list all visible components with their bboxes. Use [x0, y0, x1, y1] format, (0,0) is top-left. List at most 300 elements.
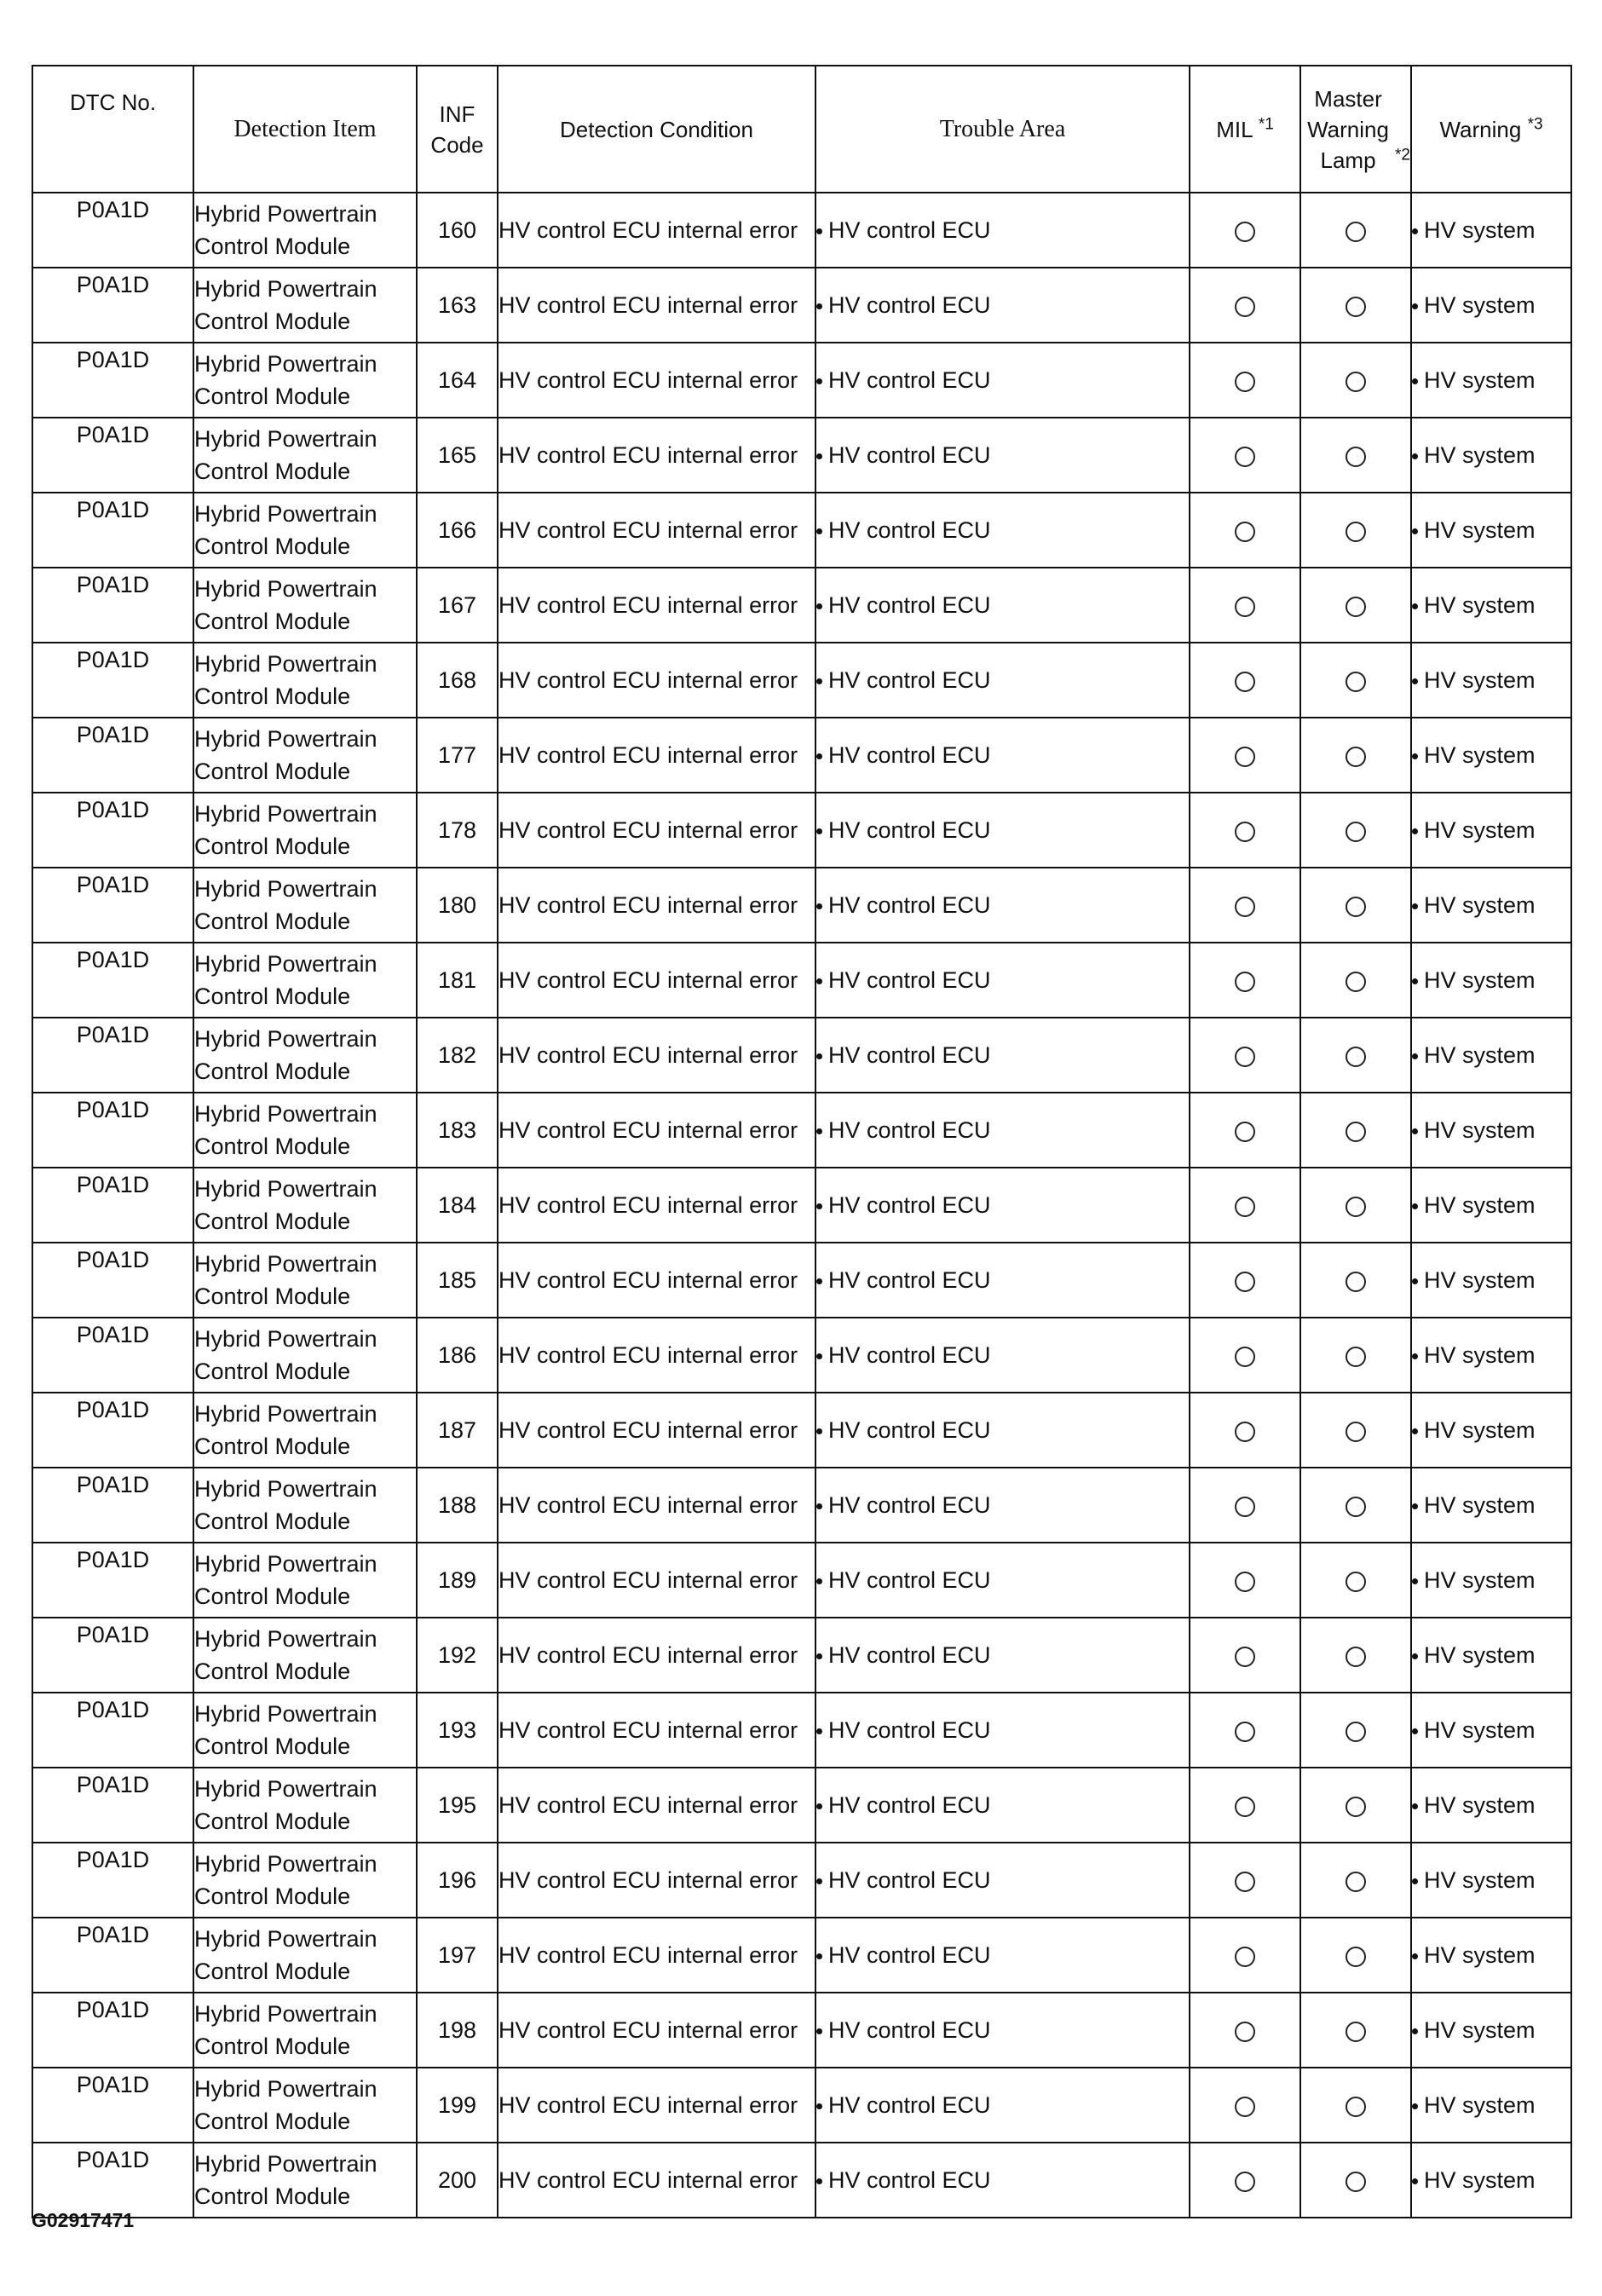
inf-code: 177 [417, 718, 498, 793]
trouble-area [815, 2068, 1190, 2143]
circle-mark-icon [1346, 522, 1366, 542]
warning-text: HV system [1424, 1192, 1536, 1218]
table-header-row [32, 66, 1571, 193]
circle-mark-icon [1346, 1497, 1366, 1517]
detection-item: Hybrid Powertrain Control Module [193, 1018, 417, 1093]
circle-mark-icon [1346, 1422, 1366, 1442]
inf-code: 160 [417, 193, 498, 268]
circle-mark-icon [1235, 747, 1255, 767]
circle-mark-icon [1235, 2022, 1255, 2042]
detection-condition: HV control ECU internal error [498, 793, 815, 868]
dtc-number: P0A1D [32, 643, 193, 718]
inf-code: 195 [417, 1768, 498, 1843]
bullet-icon [1412, 1428, 1418, 1434]
circle-mark-icon [1346, 1572, 1366, 1592]
detection-item: Hybrid Powertrain Control Module [193, 1768, 417, 1843]
trouble-area [815, 1618, 1190, 1693]
trouble-area [815, 568, 1190, 643]
trouble-area-text: HV control ECU [828, 1642, 991, 1668]
inf-code: 165 [417, 418, 498, 493]
table-row [32, 1093, 1571, 1168]
detection-item: Hybrid Powertrain Control Module [193, 418, 417, 493]
circle-mark-icon [1346, 1197, 1366, 1217]
circle-mark-icon [1235, 297, 1255, 317]
trouble-area [815, 643, 1190, 718]
circle-mark-icon [1346, 447, 1366, 467]
mil-cell [1190, 1618, 1300, 1693]
circle-mark-icon [1235, 1797, 1255, 1817]
inf-code: 197 [417, 1918, 498, 1993]
circle-mark-icon [1235, 1122, 1255, 1142]
warning-cell [1411, 1993, 1571, 2068]
detection-condition: HV control ECU internal error [498, 1318, 815, 1393]
header-master-warning-lamp-label: Master Warning Lamp [1307, 85, 1389, 173]
inf-code: 182 [417, 1018, 498, 1093]
table-row [32, 1843, 1571, 1918]
detection-condition: HV control ECU internal error [498, 1918, 815, 1993]
trouble-area-text: HV control ECU [828, 1417, 991, 1443]
bullet-icon [1412, 678, 1418, 684]
warning-text: HV system [1424, 1867, 1536, 1893]
trouble-area [815, 943, 1190, 1018]
detection-condition: HV control ECU internal error [498, 1768, 815, 1843]
warning-cell [1411, 568, 1571, 643]
dtc-number: P0A1D [32, 418, 193, 493]
detection-condition: HV control ECU internal error [498, 1393, 815, 1468]
trouble-area [815, 868, 1190, 943]
trouble-area [815, 2143, 1190, 2218]
warning-text: HV system [1424, 1267, 1536, 1293]
detection-condition: HV control ECU internal error [498, 1168, 815, 1243]
detection-condition: HV control ECU internal error [498, 643, 815, 718]
master-warning-cell [1300, 1393, 1411, 1468]
bullet-icon [816, 1653, 822, 1659]
trouble-area-text: HV control ECU [828, 1042, 991, 1068]
master-warning-cell [1300, 1543, 1411, 1618]
dtc-number: P0A1D [32, 943, 193, 1018]
mil-cell [1190, 1243, 1300, 1318]
trouble-area [815, 493, 1190, 568]
table-row [32, 418, 1571, 493]
bullet-icon [1412, 1653, 1418, 1659]
trouble-area-text: HV control ECU [828, 592, 991, 618]
bullet-icon [816, 1728, 822, 1734]
trouble-area [815, 1018, 1190, 1093]
trouble-area-text: HV control ECU [828, 1117, 991, 1143]
master-warning-cell [1300, 193, 1411, 268]
detection-item: Hybrid Powertrain Control Module [193, 943, 417, 1018]
bullet-icon [816, 378, 822, 384]
circle-mark-icon [1346, 1947, 1366, 1967]
warning-cell [1411, 943, 1571, 1018]
mil-cell [1190, 1468, 1300, 1543]
dtc-table-container [32, 65, 1570, 2218]
warning-text: HV system [1424, 667, 1536, 693]
trouble-area-text: HV control ECU [828, 817, 991, 843]
warning-text: HV system [1424, 592, 1536, 618]
detection-condition: HV control ECU internal error [498, 1468, 815, 1543]
detection-item: Hybrid Powertrain Control Module [193, 568, 417, 643]
bullet-icon [1412, 228, 1418, 234]
circle-mark-icon [1235, 597, 1255, 617]
circle-mark-icon [1346, 897, 1366, 917]
circle-mark-icon [1235, 1272, 1255, 1292]
warning-text: HV system [1424, 1567, 1536, 1593]
warning-cell [1411, 493, 1571, 568]
trouble-area-text: HV control ECU [828, 1942, 991, 1968]
trouble-area [815, 193, 1190, 268]
detection-item: Hybrid Powertrain Control Module [193, 1168, 417, 1243]
trouble-area-text: HV control ECU [828, 1192, 991, 1218]
mil-cell [1190, 418, 1300, 493]
header-master-warning-lamp-note: *2 [1395, 145, 1410, 164]
header-mil [1190, 66, 1300, 193]
warning-cell [1411, 418, 1571, 493]
circle-mark-icon [1235, 1347, 1255, 1367]
bullet-icon [816, 1803, 822, 1809]
circle-mark-icon [1235, 2172, 1255, 2192]
trouble-area-text: HV control ECU [828, 1342, 991, 1368]
mil-cell [1190, 1843, 1300, 1918]
header-mil-note: *1 [1258, 114, 1274, 133]
detection-condition: HV control ECU internal error [498, 1993, 815, 2068]
bullet-icon [1412, 378, 1418, 384]
master-warning-cell [1300, 1243, 1411, 1318]
warning-text: HV system [1424, 1717, 1536, 1743]
inf-code: 186 [417, 1318, 498, 1393]
detection-item: Hybrid Powertrain Control Module [193, 2068, 417, 2143]
detection-condition: HV control ECU internal error [498, 1243, 815, 1318]
inf-code: 164 [417, 343, 498, 418]
header-trouble-area: Trouble Area [815, 66, 1190, 193]
table-row [32, 343, 1571, 418]
trouble-area-text: HV control ECU [828, 1867, 991, 1893]
header-dtc-no: DTC No. [32, 66, 193, 193]
inf-code: 168 [417, 643, 498, 718]
circle-mark-icon [1235, 972, 1255, 992]
bullet-icon [816, 1053, 822, 1059]
circle-mark-icon [1235, 1197, 1255, 1217]
bullet-icon [816, 528, 822, 534]
trouble-area-text: HV control ECU [828, 967, 991, 993]
table-row [32, 943, 1571, 1018]
circle-mark-icon [1346, 2097, 1366, 2117]
detection-condition: HV control ECU internal error [498, 493, 815, 568]
bullet-icon [816, 303, 822, 309]
dtc-number: P0A1D [32, 793, 193, 868]
trouble-area [815, 793, 1190, 868]
trouble-area [815, 268, 1190, 343]
header-detection-item: Detection Item [193, 66, 417, 193]
warning-cell [1411, 793, 1571, 868]
detection-item: Hybrid Powertrain Control Module [193, 1843, 417, 1918]
mil-cell [1190, 1393, 1300, 1468]
dtc-number: P0A1D [32, 493, 193, 568]
table-row [32, 568, 1571, 643]
circle-mark-icon [1346, 672, 1366, 692]
inf-code: 196 [417, 1843, 498, 1918]
dtc-number: P0A1D [32, 1243, 193, 1318]
warning-cell [1411, 1318, 1571, 1393]
bullet-icon [1412, 978, 1418, 984]
table-row [32, 1918, 1571, 1993]
detection-item: Hybrid Powertrain Control Module [193, 343, 417, 418]
master-warning-cell [1300, 793, 1411, 868]
warning-cell [1411, 1618, 1571, 1693]
mil-cell [1190, 193, 1300, 268]
dtc-number: P0A1D [32, 1018, 193, 1093]
table-row [32, 2143, 1571, 2218]
trouble-area [815, 418, 1190, 493]
dtc-number: P0A1D [32, 868, 193, 943]
inf-code: 189 [417, 1543, 498, 1618]
inf-code: 184 [417, 1168, 498, 1243]
bullet-icon [816, 903, 822, 909]
bullet-icon [1412, 903, 1418, 909]
inf-code: 180 [417, 868, 498, 943]
table-row [32, 1993, 1571, 2068]
warning-text: HV system [1424, 1792, 1536, 1818]
circle-mark-icon [1346, 1122, 1366, 1142]
bullet-icon [1412, 2103, 1418, 2109]
trouble-area [815, 1168, 1190, 1243]
table-row [32, 1393, 1571, 1468]
bullet-icon [816, 978, 822, 984]
warning-cell [1411, 1243, 1571, 1318]
bullet-icon [1412, 1578, 1418, 1584]
circle-mark-icon [1346, 1872, 1366, 1892]
circle-mark-icon [1235, 672, 1255, 692]
trouble-area [815, 343, 1190, 418]
trouble-area-text: HV control ECU [828, 442, 991, 468]
circle-mark-icon [1235, 1422, 1255, 1442]
dtc-number: P0A1D [32, 1093, 193, 1168]
circle-mark-icon [1235, 822, 1255, 842]
warning-text: HV system [1424, 1342, 1536, 1368]
inf-code: 163 [417, 268, 498, 343]
master-warning-cell [1300, 943, 1411, 1018]
warning-cell [1411, 1918, 1571, 1993]
header-master-warning-lamp [1300, 66, 1411, 193]
bullet-icon [1412, 2178, 1418, 2184]
detection-item: Hybrid Powertrain Control Module [193, 643, 417, 718]
dtc-number: P0A1D [32, 2143, 193, 2218]
warning-text: HV system [1424, 1042, 1536, 1068]
inf-code: 188 [417, 1468, 498, 1543]
bullet-icon [1412, 1803, 1418, 1809]
warning-text: HV system [1424, 442, 1536, 468]
dtc-number: P0A1D [32, 1843, 193, 1918]
detection-item: Hybrid Powertrain Control Module [193, 868, 417, 943]
inf-code: 183 [417, 1093, 498, 1168]
circle-mark-icon [1346, 1647, 1366, 1667]
master-warning-cell [1300, 1318, 1411, 1393]
table-row [32, 193, 1571, 268]
circle-mark-icon [1235, 1497, 1255, 1517]
mil-cell [1190, 1993, 1300, 2068]
detection-item: Hybrid Powertrain Control Module [193, 1243, 417, 1318]
inf-code: 167 [417, 568, 498, 643]
inf-code: 185 [417, 1243, 498, 1318]
trouble-area-text: HV control ECU [828, 1717, 991, 1743]
bullet-icon [816, 753, 822, 759]
mil-cell [1190, 643, 1300, 718]
detection-item: Hybrid Powertrain Control Module [193, 2143, 417, 2218]
warning-cell [1411, 1393, 1571, 1468]
trouble-area [815, 1843, 1190, 1918]
mil-cell [1190, 343, 1300, 418]
circle-mark-icon [1346, 822, 1366, 842]
mil-cell [1190, 1543, 1300, 1618]
warning-text: HV system [1424, 1492, 1536, 1518]
inf-code: 193 [417, 1693, 498, 1768]
warning-text: HV system [1424, 1117, 1536, 1143]
bullet-icon [1412, 303, 1418, 309]
mil-cell [1190, 1018, 1300, 1093]
table-row [32, 1243, 1571, 1318]
trouble-area [815, 1093, 1190, 1168]
dtc-number: P0A1D [32, 1768, 193, 1843]
trouble-area-text: HV control ECU [828, 217, 991, 243]
figure-id: G02917471 [32, 2209, 135, 2231]
header-warning [1411, 66, 1571, 193]
bullet-icon [1412, 1728, 1418, 1734]
dtc-number: P0A1D [32, 1918, 193, 1993]
warning-cell [1411, 193, 1571, 268]
master-warning-cell [1300, 1018, 1411, 1093]
circle-mark-icon [1235, 1872, 1255, 1892]
trouble-area [815, 1768, 1190, 1843]
bullet-icon [1412, 828, 1418, 834]
trouble-area-text: HV control ECU [828, 2167, 991, 2193]
master-warning-cell [1300, 1093, 1411, 1168]
warning-text: HV system [1424, 1642, 1536, 1668]
header-mil-label: MIL [1216, 116, 1253, 142]
master-warning-cell [1300, 2143, 1411, 2218]
detection-condition: HV control ECU internal error [498, 2068, 815, 2143]
bullet-icon [816, 828, 822, 834]
mil-cell [1190, 1693, 1300, 1768]
header-inf-code [417, 66, 498, 193]
dtc-number: P0A1D [32, 718, 193, 793]
warning-text: HV system [1424, 967, 1536, 993]
dtc-number: P0A1D [32, 1318, 193, 1393]
warning-cell [1411, 1693, 1571, 1768]
bullet-icon [816, 1353, 822, 1359]
detection-condition: HV control ECU internal error [498, 943, 815, 1018]
detection-item: Hybrid Powertrain Control Module [193, 793, 417, 868]
warning-cell [1411, 1768, 1571, 1843]
warning-text: HV system [1424, 2167, 1536, 2193]
table-row [32, 2068, 1571, 2143]
bullet-icon [816, 2178, 822, 2184]
table-body [32, 193, 1571, 2218]
circle-mark-icon [1235, 522, 1255, 542]
bullet-icon [816, 1503, 822, 1509]
trouble-area-text: HV control ECU [828, 292, 991, 318]
master-warning-cell [1300, 1468, 1411, 1543]
warning-text: HV system [1424, 2017, 1536, 2043]
trouble-area-text: HV control ECU [828, 1792, 991, 1818]
mil-cell [1190, 2143, 1300, 2218]
inf-code: 181 [417, 943, 498, 1018]
circle-mark-icon [1235, 897, 1255, 917]
dtc-number: P0A1D [32, 1468, 193, 1543]
detection-condition: HV control ECU internal error [498, 1693, 815, 1768]
dtc-number: P0A1D [32, 193, 193, 268]
master-warning-cell [1300, 418, 1411, 493]
master-warning-cell [1300, 268, 1411, 343]
warning-text: HV system [1424, 892, 1536, 918]
table-row [32, 268, 1571, 343]
trouble-area-text: HV control ECU [828, 1567, 991, 1593]
dtc-number: P0A1D [32, 343, 193, 418]
detection-condition: HV control ECU internal error [498, 1093, 815, 1168]
circle-mark-icon [1346, 297, 1366, 317]
detection-condition: HV control ECU internal error [498, 343, 815, 418]
bullet-icon [1412, 753, 1418, 759]
detection-condition: HV control ECU internal error [498, 193, 815, 268]
circle-mark-icon [1235, 2097, 1255, 2117]
detection-condition: HV control ECU internal error [498, 1843, 815, 1918]
trouble-area-text: HV control ECU [828, 1492, 991, 1518]
bullet-icon [1412, 1128, 1418, 1134]
table-row [32, 1543, 1571, 1618]
warning-text: HV system [1424, 1942, 1536, 1968]
inf-code: 192 [417, 1618, 498, 1693]
mil-cell [1190, 718, 1300, 793]
master-warning-cell [1300, 568, 1411, 643]
circle-mark-icon [1346, 1797, 1366, 1817]
table-row [32, 868, 1571, 943]
table-row [32, 493, 1571, 568]
dtc-number: P0A1D [32, 1543, 193, 1618]
warning-text: HV system [1424, 742, 1536, 768]
table-row [32, 1468, 1571, 1543]
trouble-area [815, 1918, 1190, 1993]
bullet-icon [816, 603, 822, 609]
warning-cell [1411, 868, 1571, 943]
table-row [32, 1318, 1571, 1393]
trouble-area [815, 1693, 1190, 1768]
trouble-area-text: HV control ECU [828, 742, 991, 768]
bullet-icon [1412, 1878, 1418, 1884]
detection-item: Hybrid Powertrain Control Module [193, 1918, 417, 1993]
circle-mark-icon [1235, 372, 1255, 392]
mil-cell [1190, 943, 1300, 1018]
master-warning-cell [1300, 1168, 1411, 1243]
detection-item: Hybrid Powertrain Control Module [193, 493, 417, 568]
bullet-icon [1412, 1503, 1418, 1509]
master-warning-cell [1300, 1843, 1411, 1918]
trouble-area [815, 1993, 1190, 2068]
dtc-number: P0A1D [32, 1693, 193, 1768]
warning-text: HV system [1424, 517, 1536, 543]
warning-text: HV system [1424, 292, 1536, 318]
bullet-icon [1412, 603, 1418, 609]
bullet-icon [816, 453, 822, 459]
warning-cell [1411, 1843, 1571, 1918]
bullet-icon [816, 1203, 822, 1209]
detection-item: Hybrid Powertrain Control Module [193, 1468, 417, 1543]
table-row [32, 1018, 1571, 1093]
detection-item: Hybrid Powertrain Control Module [193, 1093, 417, 1168]
detection-item: Hybrid Powertrain Control Module [193, 1393, 417, 1468]
table-row [32, 1618, 1571, 1693]
trouble-area [815, 1318, 1190, 1393]
inf-code: 178 [417, 793, 498, 868]
circle-mark-icon [1346, 2022, 1366, 2042]
